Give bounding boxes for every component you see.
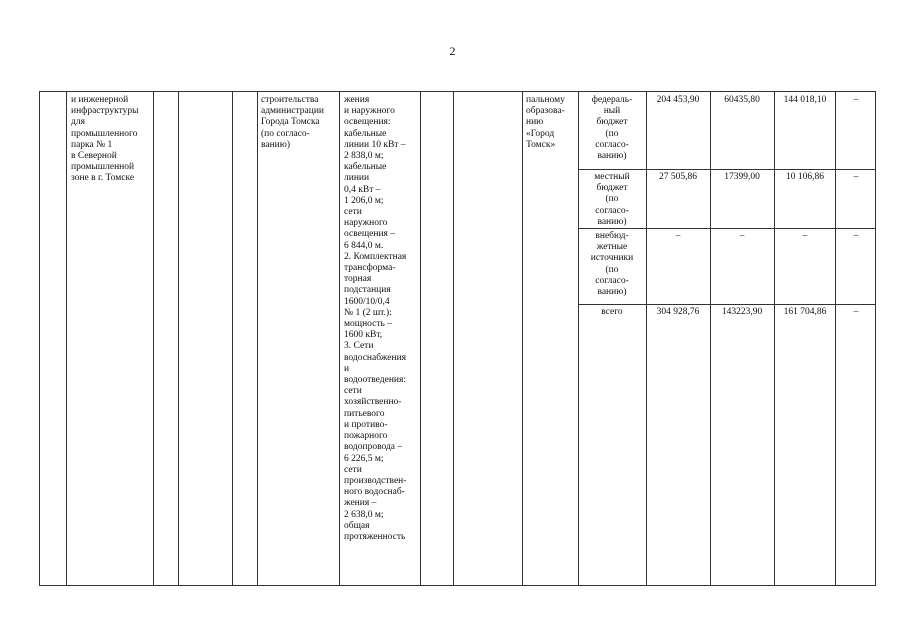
col-divider [232, 92, 233, 585]
col-divider [339, 92, 340, 585]
col-divider [453, 92, 454, 585]
funding-value: 60435,80 [724, 95, 760, 105]
row-divider [578, 228, 875, 229]
funding-source: федераль- ный бюджет (по согласо- ванию) [591, 95, 633, 162]
col-divider [522, 92, 523, 585]
funding-source: всего [601, 307, 623, 317]
col-divider [578, 92, 579, 585]
col-divider [646, 92, 647, 585]
funding-total: 27 505,86 [659, 172, 697, 182]
funding-value: 144 018,10 [783, 95, 827, 105]
customer-cell: строительства администрации Города Томска (по согласо- ванию) [261, 95, 325, 150]
funding-source: местный бюджет (по согласо- ванию) [594, 172, 630, 227]
funding-value: – [739, 231, 745, 241]
funding-value: 17399,00 [724, 172, 760, 182]
col-divider [420, 92, 421, 585]
col-divider [153, 92, 154, 585]
funding-total: 304 928,76 [656, 307, 700, 317]
funding-value: 143223,90 [721, 307, 763, 317]
funding-value: 161 704,86 [783, 307, 827, 317]
funding-total: – [675, 231, 681, 241]
funding-value: – [853, 231, 859, 241]
specs-cell: жения и наружного освещения: кабельные линии 10 кВт – 2 838,0 м; кабельные линии 0,4 кВт – 1 206,0 м; сети наружного освещения – 6 844,0 м. 2. Комплектная трансформа- торная подстанция 1600/10/0,4 № 1 (2 шт.): мощность – 1600 кВт, 3. Сети водоснабжения и водоотведения: сети хозяйственно- питьевого и противо- пожарного водопровода – 6 226,5 м; сети производствен- ного водоснаб- жения – 2 638,0 м; общая протяженность [344, 95, 407, 542]
col-divider [66, 92, 67, 585]
funding-source: внебюд- жетные источники (по согласо- ванию) [590, 231, 634, 298]
funding-value: – [853, 95, 859, 105]
funding-value: – [802, 231, 808, 241]
col-divider [178, 92, 179, 585]
row-divider [578, 169, 875, 170]
row-divider [578, 304, 875, 305]
col-divider [835, 92, 836, 585]
funding-total: 204 453,90 [656, 95, 700, 105]
program-table [39, 91, 876, 586]
owner-cell: пальному образова- нию «Город Томск» [526, 95, 565, 150]
col-divider [710, 92, 711, 585]
object-name: и инженерной инфраструктуры для промышленного парка № 1 в Северной промышленной зоне в г. Томске [71, 95, 139, 184]
funding-value: – [853, 172, 859, 182]
col-divider [257, 92, 258, 585]
funding-value: – [853, 307, 859, 317]
funding-value: 10 106,86 [786, 172, 824, 182]
col-divider [774, 92, 775, 585]
page-number: 2 [449, 44, 456, 58]
